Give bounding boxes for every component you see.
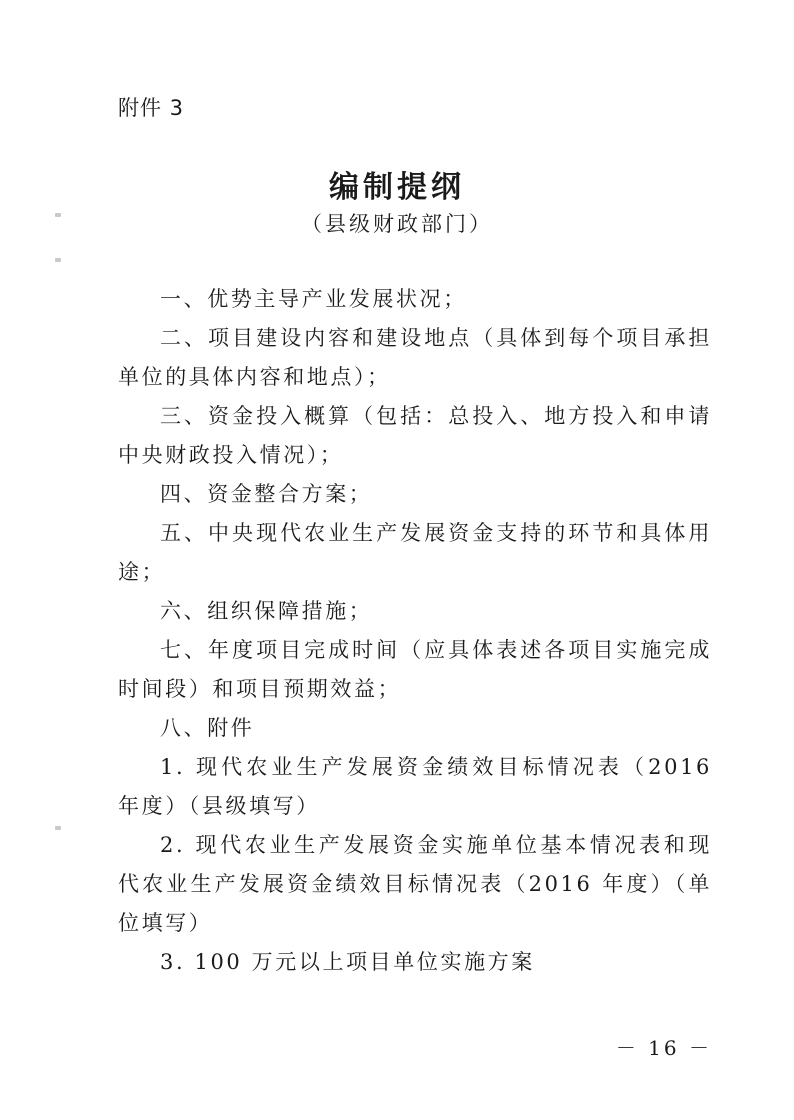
outline-body (118, 280, 712, 982)
scan-mark (55, 826, 61, 830)
outline-item: 四、资金整合方案； (160, 482, 373, 506)
attachment-item: 3. 100 万元以上项目单位实施方案 (160, 950, 535, 974)
document-subtitle: （县级财政部门） (301, 212, 493, 236)
scan-mark (55, 258, 61, 262)
outline-item: 八、附件 (160, 716, 255, 740)
outline-item: 二、项目建设内容和建设地点（具体到每个项目承担单位的具体内容和地点）； (118, 326, 712, 389)
page-number: － 16 － (615, 1036, 712, 1060)
outline-item: 一、优势主导产业发展状况； (160, 287, 467, 311)
outline-item: 五、中央现代农业生产发展资金支持的环节和具体用途； (118, 521, 712, 584)
attachment-item: 1. 现代农业生产发展资金绩效目标情况表（2016 年度）（县级填写） (118, 755, 712, 818)
document-title: 编制提纲 (329, 170, 465, 205)
attachment-label: 附件 3 (118, 96, 185, 120)
outline-item: 七、年度项目完成时间（应具体表述各项目实施完成时间段）和项目预期效益； (118, 638, 712, 701)
outline-item: 六、组织保障措施； (160, 599, 373, 623)
outline-item: 三、资金投入概算（包括：总投入、地方投入和申请中央财政投入情况）； (118, 404, 712, 467)
attachment-item: 2. 现代农业生产发展资金实施单位基本情况表和现代农业生产发展资金绩效目标情况表（2016 年度）（单位填写） (118, 833, 712, 935)
